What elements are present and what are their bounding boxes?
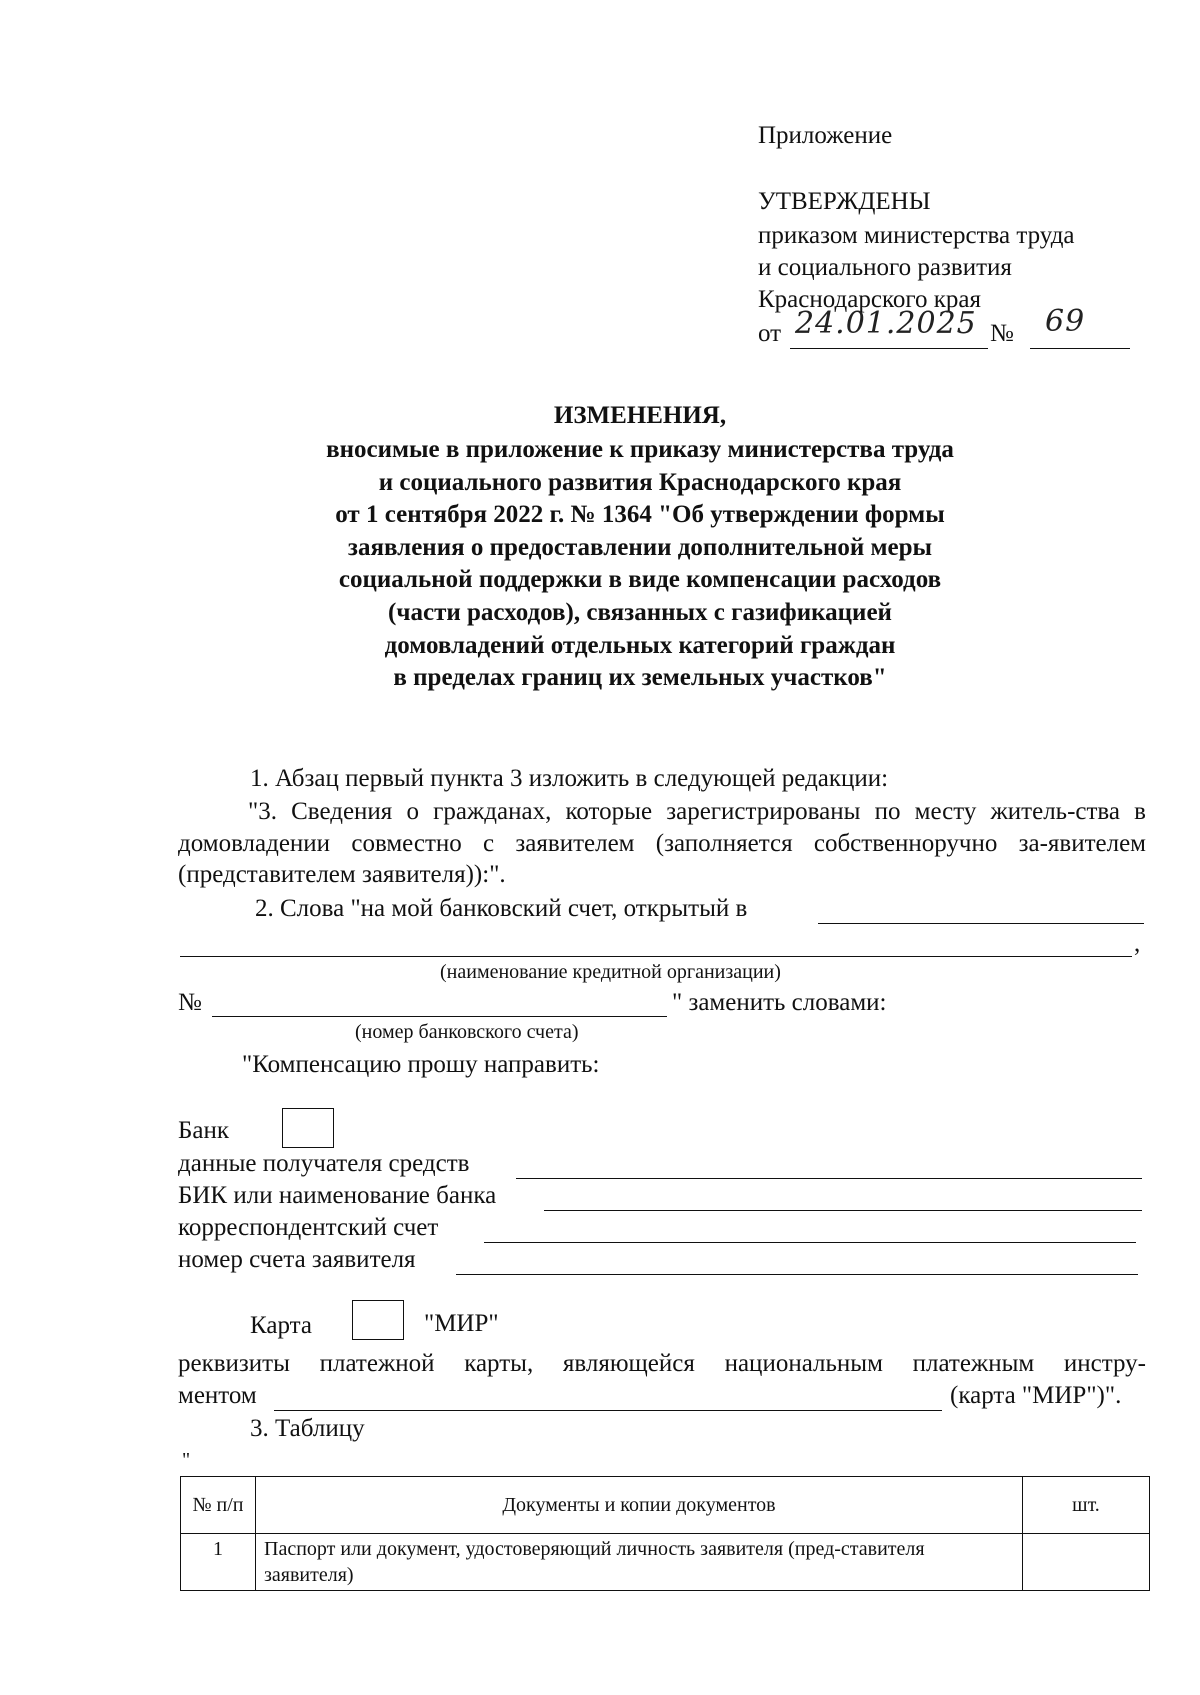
title-line-1: ИЗМЕНЕНИЯ, xyxy=(553,402,727,429)
item-1-text: 1. Абзац первый пункта 3 изложить в следующей редакции: xyxy=(250,765,889,792)
recipient-label: данные получателя средств xyxy=(178,1150,470,1177)
bank-line-1 xyxy=(818,923,1144,924)
title-line-3: и социального развития Краснодарского края xyxy=(378,469,902,496)
table-header-row xyxy=(181,1477,1150,1534)
card-label: Карта xyxy=(250,1312,312,1339)
title-line-9: в пределах границ их земельных участков" xyxy=(393,664,887,691)
card-details-line-2: ментом xyxy=(178,1382,257,1409)
opening-quote: " xyxy=(182,1449,191,1471)
recipient-line[interactable] xyxy=(516,1178,1142,1179)
corr-account-label: корреспондентский счет xyxy=(178,1214,439,1241)
order-line-3: Краснодарского края xyxy=(758,286,981,313)
title-line-5: заявления о предоставлении дополнительной меры xyxy=(347,534,933,561)
title-line-7: (части расходов), связанных с газификацией xyxy=(388,599,892,626)
bik-line[interactable] xyxy=(544,1210,1142,1211)
row-qty xyxy=(1023,1534,1150,1591)
card-suffix: (карта "МИР")". xyxy=(950,1382,1122,1409)
title-line-2: вносимые в приложение к приказу министерства труда xyxy=(326,436,954,463)
comma: , xyxy=(1134,930,1141,957)
row-num: 1 xyxy=(181,1534,256,1591)
order-line-1: приказом министерства труда xyxy=(758,222,1075,249)
bank-caption: (наименование кредитной организации) xyxy=(440,961,781,983)
applicant-account-line[interactable] xyxy=(456,1274,1138,1275)
order-line-2: и социального развития xyxy=(758,254,1012,281)
number-line xyxy=(1030,348,1130,349)
card-details-line-1: реквизиты платежной карты, являющейся национальным платежным инстру- xyxy=(178,1350,1146,1377)
account-caption: (номер банковского счета) xyxy=(355,1021,579,1043)
header-num: № п/п xyxy=(181,1477,256,1534)
bank-checkbox[interactable] xyxy=(282,1108,334,1148)
number-sign: № xyxy=(990,320,1014,347)
corr-account-line[interactable] xyxy=(484,1242,1136,1243)
handwritten-date: 24.01.2025 xyxy=(795,306,977,341)
card-checkbox[interactable] xyxy=(352,1300,404,1340)
account-number-sign: № xyxy=(178,989,202,1016)
title-line-4: от 1 сентября 2022 г. № 1364 "Об утверждении формы xyxy=(335,501,945,528)
appendix-label: Приложение xyxy=(758,122,893,149)
documents-table xyxy=(180,1476,1150,1591)
card-line[interactable] xyxy=(274,1410,942,1411)
title-line-8: домовладений отдельных категорий граждан xyxy=(384,632,896,659)
bank-label: Банк xyxy=(178,1117,229,1144)
header-qty: шт. xyxy=(1023,1477,1150,1534)
row-doc: Паспорт или документ, удостоверяющий личность заявителя (пред-ставителя заявителя) xyxy=(256,1534,1023,1591)
mir-label: "МИР" xyxy=(424,1310,499,1337)
bank-line-2 xyxy=(180,956,1132,957)
compensation-text: "Компенсацию прошу направить: xyxy=(242,1051,600,1078)
date-line xyxy=(790,348,988,349)
title-line-6: социальной поддержки в виде компенсации расходов xyxy=(338,566,942,593)
bik-label: БИК или наименование банка xyxy=(178,1182,497,1209)
table-row xyxy=(181,1534,1150,1591)
applicant-account-label: номер счета заявителя xyxy=(178,1246,416,1273)
item-2-text: 2. Слова "на мой банковский счет, открытый в xyxy=(255,895,748,922)
date-prefix: от xyxy=(758,320,782,347)
header-docs: Документы и копии документов xyxy=(256,1477,1023,1534)
account-line xyxy=(212,1016,667,1017)
item-1-quote: "3. Сведения о гражданах, которые зарегистрированы по месту житель-ства в домовладении совместно с заявителем (заполняется собственноручно за-явителем (представителем заявителя)):". xyxy=(178,798,1146,888)
replace-with-text: " заменить словами: xyxy=(672,989,887,1016)
item-3-text: 3. Таблицу xyxy=(250,1415,365,1442)
handwritten-number: 69 xyxy=(1045,304,1086,339)
approved-label: УТВЕРЖДЕНЫ xyxy=(758,188,931,215)
